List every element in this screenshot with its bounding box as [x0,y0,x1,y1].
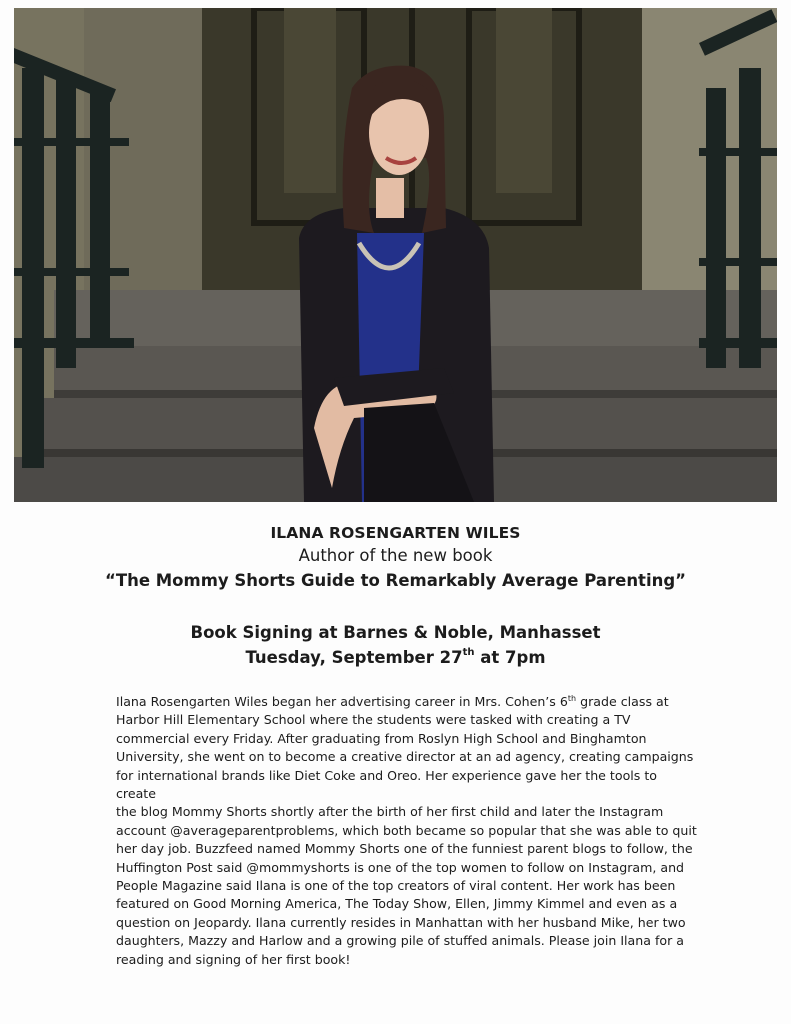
bio-line: her day job. Buzzfeed named Mommy Shorts one of the funniest parent blogs to follow, the [116,841,693,857]
bio-line: question on Jeopardy. Ilana currently resides in Manhattan with her husband Mike, her two [116,914,686,930]
author-name: ILANA ROSENGARTEN WILES [270,524,521,542]
bio-line: Harbor Hill Elementary School where the students were tasked with creating a TV [116,712,631,728]
bio-line: the blog Mommy Shorts shortly after the birth of her first child and later the Instagram [116,804,664,820]
bio-line: People Magazine said Ilana is one of the top creators of viral content. Her work has been [116,878,676,894]
bio-line: for international brands like Diet Coke and Oreo. Her experience gave her the tools to create [116,767,657,802]
bio-line: reading and signing of her first book! [116,951,351,967]
bio-line: account @averageparentproblems, which both became so popular that she was able to quit [116,822,697,838]
bio-line: University, she went on to become a creative director at an ad agency, creating campaigns [116,749,694,765]
bio-ordinal: th [567,693,577,703]
author-photo [14,8,777,502]
door-inset-right [496,8,552,193]
author-subtitle: Author of the new book [298,546,493,565]
bio-line: Huffington Post said @mommyshorts is one of the top women to follow on Instagram, and [116,859,685,875]
bio-line: Ilana Rosengarten Wiles began her advertising career in Mrs. Cohen’s 6 [116,694,568,709]
event-location: Book Signing at Barnes & Noble, Manhasset [190,623,601,642]
author-photo-illustration [14,8,777,502]
bio-line: featured on Good Morning America, The Today Show, Ellen, Jimmy Kimmel and even as a [116,896,678,912]
door-inset-left [284,8,336,193]
event-date-prefix: Tuesday, September 27 [245,648,463,667]
bio-line: grade class at [576,694,669,709]
author-bio [116,693,700,969]
book-title: “The Mommy Shorts Guide to Remarkably Average Parenting” [104,571,687,590]
event-date [0,648,791,667]
event-date-suffix: th [462,646,475,658]
event-date-end: at 7pm [474,648,546,667]
bio-line: daughters, Mazzy and Harlow and a growing pile of stuffed animals. Please join Ilana for a [116,933,684,949]
bio-line: commercial every Friday. After graduating from Roslyn High School and Binghamton [116,730,647,746]
